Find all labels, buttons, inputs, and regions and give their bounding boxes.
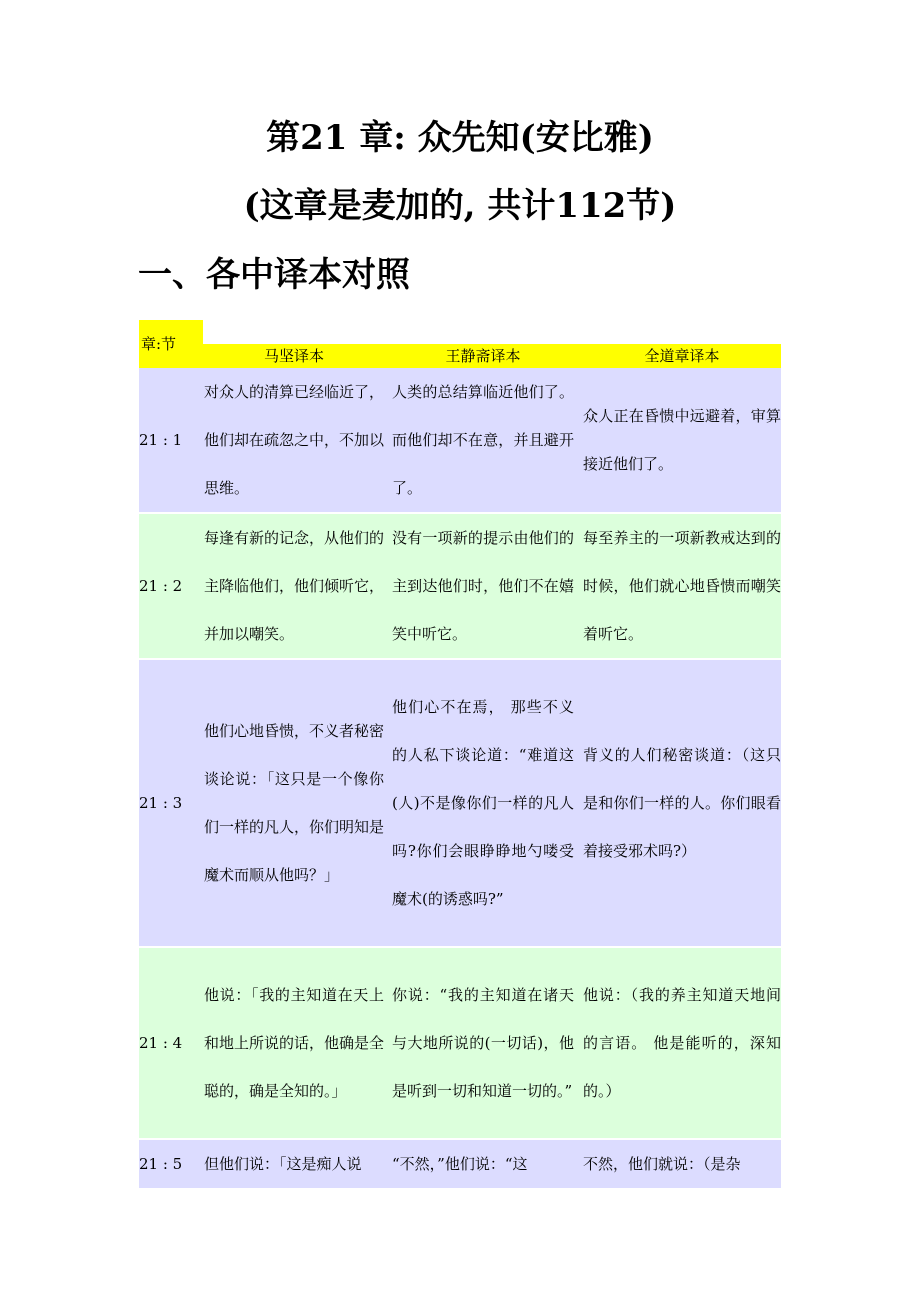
quandaozhang-text: 他说：（我的养主知道天地间的言语。 他是能听的，深知的。）: [583, 986, 781, 1100]
table-row: [139, 948, 781, 1138]
header-col-majian: 马坚译本: [263, 347, 324, 365]
majian-text: 但他们说：「这是痴人说: [204, 1155, 362, 1173]
quandaozhang-text: 背义的人们秘密谈道：（这只是和你们一样的人。你们眼看着接受邪术吗?）: [583, 746, 781, 860]
verse-ref: 21 : 1: [139, 431, 183, 449]
verse-ref: 21 : 5: [139, 1155, 183, 1173]
verse-ref: 21 : 3: [139, 794, 183, 812]
wangjingzhai-text: 他们心不在焉， 那些不义的人私下谈论道：“难道这(人)不是像你们一样的凡人吗?你们会眼睁睁地勺喽受魔术(的诱惑吗?”: [392, 698, 574, 908]
majian-text: 每逢有新的记念，从他们的主降临他们，他们倾听它，并加以嘲笑。: [204, 529, 384, 643]
majian-text: 他说：「我的主知道在天上和地上所说的话，他确是全聪的，确是全知的。」: [204, 986, 384, 1100]
wangjingzhai-text: “不然，”他们说：“这: [392, 1155, 528, 1173]
verse-ref: 21 : 4: [139, 1034, 183, 1052]
document-title: 第21 章: 众先知(安比雅): [266, 118, 654, 158]
verse-ref: 21 : 2: [139, 577, 183, 595]
table-row: [139, 660, 781, 946]
header-col-quandaozhang: 全道章译本: [644, 347, 720, 365]
wangjingzhai-text: 你说：“我的主知道在诸天与大地所说的(一切话)，他是听到一切和知道一切的。”: [392, 986, 574, 1100]
wangjingzhai-text: 没有一项新的提示由他们的主到达他们时，他们不在嬉笑中听它。: [392, 529, 574, 643]
table-row: [139, 368, 781, 512]
quandaozhang-text: 不然，他们就说：（是杂: [583, 1155, 741, 1173]
quandaozhang-text: 每至养主的一项新教戒达到的时候，他们就心地昏愦而嘲笑着听它。: [583, 529, 781, 643]
majian-text: 对众人的清算已经临近了，他们却在疏忽之中，不加以思维。: [204, 383, 384, 497]
section-heading: 一、各中译本对照: [138, 255, 410, 295]
header-col-wangjingzhai: 王静斋译本: [445, 347, 521, 365]
table-header-row: [139, 344, 781, 368]
table-row: [139, 1140, 781, 1188]
majian-text: 他们心地昏愦，不义者秘密谈论说：「这只是一个像你们一样的凡人，你们明知是魔术而顺从他吗？」: [204, 722, 384, 884]
document-subtitle: (这章是麦加的, 共计112节): [243, 186, 677, 226]
wangjingzhai-text: 人类的总结算临近他们了。而他们却不在意，并且避开了。: [392, 383, 574, 497]
header-chapter-verse: 章:节: [139, 320, 203, 368]
quandaozhang-text: 众人正在昏愦中远避着，审算接近他们了。: [583, 407, 781, 473]
table-row: [139, 514, 781, 658]
